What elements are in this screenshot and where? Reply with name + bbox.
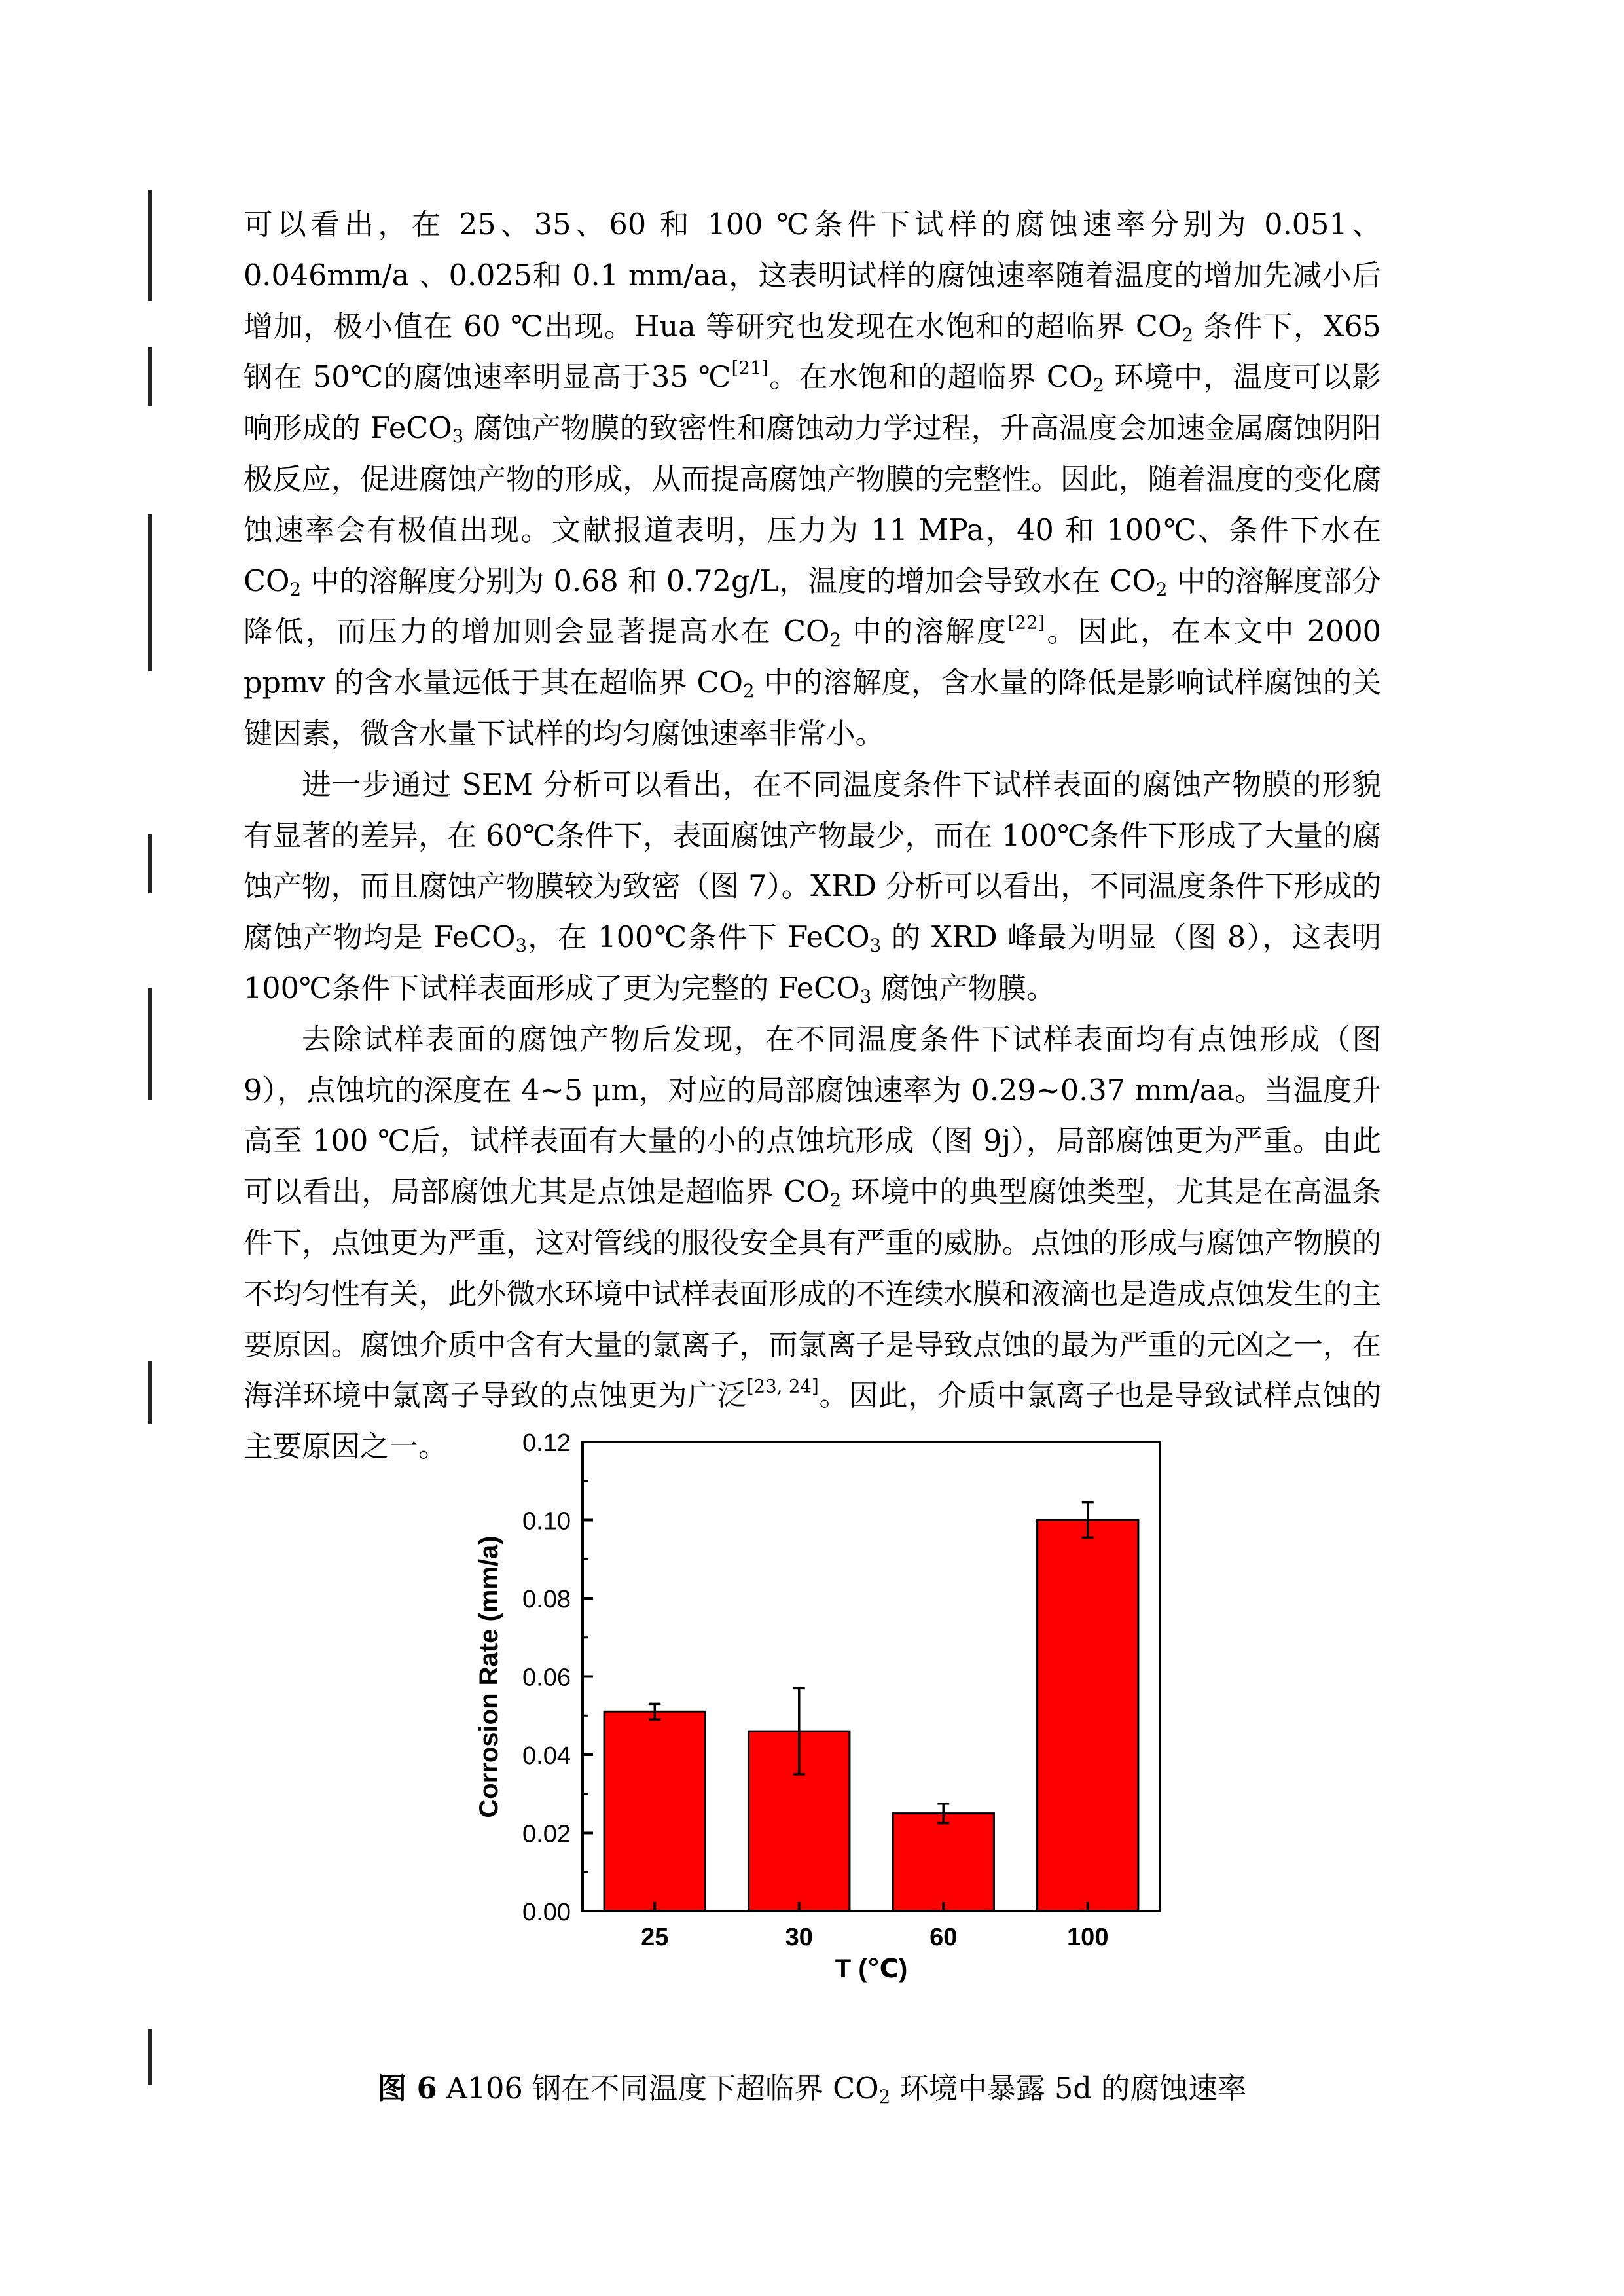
caption-text: A106 钢在不同温度下超临界 CO xyxy=(437,2072,879,2106)
text-run: 和 0.1 mm/aa，这表明试样的腐蚀速率随着温度的增加先减小后增加，极小值在 60 ℃出现。 xyxy=(244,259,1381,344)
y-tick-label: 0.08 xyxy=(522,1586,571,1613)
x-axis-label: T (℃) xyxy=(835,1954,908,1983)
text-run: [22] xyxy=(1007,612,1045,634)
revision-bar xyxy=(148,190,152,301)
text-run: 中的溶解度，含水量的降低是 xyxy=(754,666,1147,700)
corrosion-rate-bar-chart xyxy=(458,1433,1191,1996)
text-run: 2 xyxy=(1092,374,1104,397)
text-run: 腐蚀产物膜。 xyxy=(871,971,1056,1005)
y-tick-label: 0.04 xyxy=(522,1742,571,1770)
text-run: [21] xyxy=(731,357,769,380)
text-run: 35 ℃ xyxy=(651,361,732,395)
text-run: 的 XRD 峰最为明显（图 8），这表明 100℃条件下试样表 xyxy=(244,921,1381,1005)
revision-bar xyxy=(148,834,152,893)
text-run: 环境中，温度可以影响形成的 FeCO xyxy=(244,361,1381,446)
y-tick-label: 0.10 xyxy=(522,1507,571,1535)
text-run: ，在 100℃条件下 FeCO xyxy=(527,921,870,955)
text-run: 的氯离子，而氯离子是导致点蚀的最为严重的元凶之一，在海洋环境中氯离子导致的点蚀更 xyxy=(244,1328,1381,1413)
y-tick-label: 0.00 xyxy=(522,1899,571,1926)
y-tick-label: 0.06 xyxy=(522,1664,571,1692)
revision-bar xyxy=(148,347,152,406)
text-run: Hua 等研究也发现在水饱和的超临界 CO xyxy=(634,310,1182,344)
body-text xyxy=(244,200,1381,1473)
caption-subscript: 2 xyxy=(878,2085,891,2108)
bar xyxy=(1038,1520,1138,1912)
text-run: 点蚀坑的深度在 4~5 μm，对应的局部腐蚀速率为 0.29~0.37 mm/aa。当温度升高至 100 ℃后， xyxy=(244,1073,1382,1158)
text-run: 去除试样表面的腐蚀产物后发现，在不同温度条件下试样表面均有点蚀形成（图 9）， xyxy=(244,1022,1381,1107)
text-run: 面形成了更为完整的 FeCO xyxy=(506,971,860,1005)
x-tick-label: 30 xyxy=(785,1924,813,1951)
revision-bar xyxy=(148,1361,152,1424)
text-run: 为广泛 xyxy=(658,1379,747,1413)
text-run: 条件下，X65 钢在 50℃的腐蚀速率明显高于 xyxy=(244,310,1381,395)
text-run: 3 xyxy=(515,935,527,957)
y-tick-label: 0.02 xyxy=(522,1820,571,1848)
text-run: 著的差异，在 60℃条件下，表面腐蚀产物最少，而在 100℃条件下形成了大量的腐蚀产物， xyxy=(244,819,1381,904)
text-run: 3 xyxy=(859,985,872,1007)
text-run: 2 xyxy=(829,629,842,651)
text-run: 2 xyxy=(743,680,755,702)
text-run: 影响试样腐蚀的关键因素，微含水量下试样的均匀腐蚀速率非常小。 xyxy=(244,666,1381,751)
text-run: 可以看出，在 25、35、60 和 100 ℃条件下试样的腐蚀速率分别为 0.051、0.046mm/a 、0.025 xyxy=(244,208,1381,293)
text-run: 进一步通过 SEM 分析可以看出，在不同温度条件下试样表面的腐蚀产物膜的形貌有显 xyxy=(244,768,1381,853)
text-run: [23, 24] xyxy=(746,1376,819,1398)
text-run: 是 FeCO xyxy=(393,921,516,955)
x-tick-label: 25 xyxy=(641,1924,669,1951)
text-run: 为 11 MPa，40 和 100℃、条件下水在 CO xyxy=(244,513,1381,598)
paragraph xyxy=(244,1014,1381,1473)
text-run: 和腐蚀动力学过程，升高温度会加速金属腐蚀阴阳极反应，促进腐蚀产物的形成，从而提高 xyxy=(244,412,1381,496)
revision-bar xyxy=(148,514,152,671)
text-run: 会导致水在 CO xyxy=(954,564,1156,598)
text-run: 中的溶解度分别为 0.68 和 0.72g/L，温度的增加 xyxy=(301,564,954,598)
text-run: 腐蚀产物膜的完整性。因此，随着温度的变化腐蚀速率会有极值出现。文献报道表明，压力 xyxy=(244,462,1381,547)
text-run: 。 xyxy=(1045,615,1078,649)
figure-number: 图 6 xyxy=(377,2072,437,2106)
text-run: 而且腐蚀产物膜较为致密（图 7）。XRD 分析可以看出，不同温度条件下形成的腐蚀产物均 xyxy=(244,870,1381,955)
caption-text-end: 环境中暴露 5d 的腐蚀速率 xyxy=(890,2072,1247,2106)
bar xyxy=(893,1814,994,1911)
y-axis-label: Corrosion Rate (mm/a) xyxy=(475,1535,503,1818)
x-tick-label: 100 xyxy=(1067,1924,1109,1951)
text-run: 。因此，介质中氯离子也是导致试样点蚀的主要原因之一。 xyxy=(244,1379,1381,1464)
text-run: 2 xyxy=(1182,323,1193,346)
text-run: 2 xyxy=(289,578,302,600)
text-run: 环境中的典型腐蚀类型，尤其是在高温条件下，点蚀更为严重，这 xyxy=(244,1175,1381,1260)
x-tick-label: 60 xyxy=(929,1924,958,1951)
bar xyxy=(604,1712,705,1911)
text-run: 尤其是点蚀是超临界 CO xyxy=(509,1175,830,1210)
text-run: 因此，在本文中 2000 ppmv 的含水量远低于其在超临界 CO xyxy=(244,615,1381,700)
text-run: 境中试样表面形成的不连续水膜和液滴也是造成点蚀发生的主要原因。腐蚀介质中含有大量 xyxy=(244,1277,1381,1362)
text-run: 3 xyxy=(869,935,882,957)
revision-bar xyxy=(148,988,152,1100)
text-run: 试样表面有大量的小的点蚀坑形成（图 9j），局部腐蚀更为严重。由此可以看出，局部腐蚀 xyxy=(244,1124,1381,1210)
text-run: 2 xyxy=(829,1189,842,1211)
text-run: 对管线的服役安全具有严重的威胁。点蚀的形成与腐蚀产物膜的不均匀性有关，此外微水环 xyxy=(244,1226,1381,1311)
paragraph xyxy=(244,200,1381,760)
text-run: 腐蚀产物膜的致密性 xyxy=(463,412,737,446)
text-run: 中的溶解度部分降低，而压力的增加则会显著提高水在 CO xyxy=(244,564,1381,649)
figure-caption xyxy=(0,2065,1624,2107)
text-run: 2 xyxy=(1155,578,1168,600)
paragraph xyxy=(244,760,1381,1014)
text-run: 。在水饱和的超临界 CO xyxy=(768,361,1093,395)
y-tick-label: 0.12 xyxy=(522,1433,571,1457)
text-run: 中的溶解度 xyxy=(841,615,1008,649)
text-run: 3 xyxy=(452,425,464,448)
